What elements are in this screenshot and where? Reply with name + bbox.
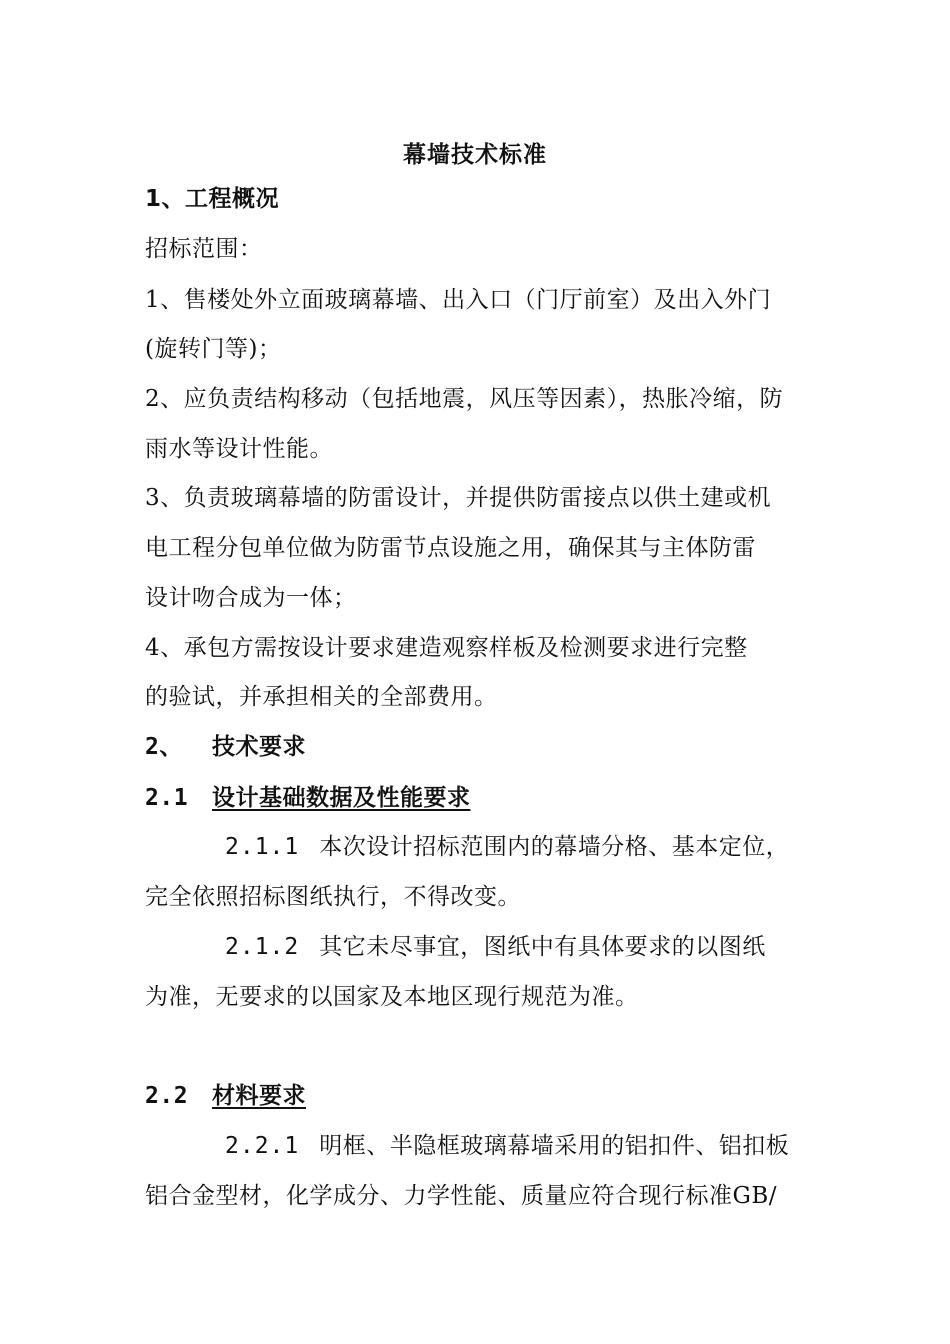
section-2-2-heading-row: [145, 1081, 815, 1111]
scope-item-3-line-2: 电工程分包单位做为防雷节点设施之用，确保其与主体防雷: [145, 535, 756, 561]
section-2-number: 2、: [145, 734, 183, 760]
section-2-1-heading: 设计基础数据及性能要求: [212, 785, 471, 811]
section-2-heading-row: [145, 732, 815, 762]
clause-2-1-1-line-2: 完全依照招标图纸执行，不得改变。: [145, 884, 521, 910]
section-2-heading: 技术要求: [212, 734, 306, 760]
section-1-heading: 1、工程概况: [145, 186, 280, 212]
clause-2-2-1-line-2: 铝合金型材，化学成分、力学性能、质量应符合现行标准GB/: [145, 1183, 778, 1209]
clause-2-1-2-number: 2.1.2: [225, 934, 300, 960]
scope-item-4-line-1: 4、承包方需按设计要求建造观察样板及检测要求进行完整: [145, 635, 748, 661]
scope-item-1-line-1: 1、售楼处外立面玻璃幕墙、出入口（门厅前室）及出入外门: [145, 287, 772, 313]
scope-item-4-line-2: 的验试，并承担相关的全部费用。: [145, 684, 498, 710]
scope-label: 招标范围：: [145, 236, 263, 262]
clause-2-1-2-line-1: [225, 932, 895, 962]
clause-2-1-1-text: 本次设计招标范围内的幕墙分格、基本定位，: [319, 834, 790, 860]
scope-item-2-line-2: 雨水等设计性能。: [145, 436, 333, 462]
section-2-2-heading: 材料要求: [212, 1083, 306, 1109]
scope-item-2-line-1: 2、应负责结构移动（包括地震，风压等因素），热胀冷缩，防: [145, 386, 784, 412]
scope-item-3-line-1: 3、负责玻璃幕墙的防雷设计，并提供防雷接点以供土建或机: [145, 485, 772, 511]
clause-2-2-1-line-1: [225, 1131, 895, 1161]
scope-item-3-line-3: 设计吻合成为一体；: [145, 585, 357, 611]
section-2-1-heading-row: [145, 783, 815, 813]
clause-2-1-1-line-1: [225, 832, 895, 862]
section-2-1-number: 2.1: [145, 785, 189, 811]
clause-2-1-2-text: 其它未尽事宜，图纸中有具体要求的以图纸: [319, 934, 766, 960]
clause-2-2-1-text: 明框、半隐框玻璃幕墙采用的铝扣件、铝扣板: [319, 1133, 790, 1159]
scope-item-1-line-2: (旋转门等)；: [145, 336, 282, 362]
clause-2-1-2-line-2: 为准，无要求的以国家及本地区现行规范为准。: [145, 984, 639, 1010]
clause-2-2-1-number: 2.2.1: [225, 1133, 300, 1159]
section-2-2-number: 2.2: [145, 1083, 189, 1109]
document-title: 幕墙技术标准: [403, 142, 547, 168]
clause-2-1-1-number: 2.1.1: [225, 834, 300, 860]
